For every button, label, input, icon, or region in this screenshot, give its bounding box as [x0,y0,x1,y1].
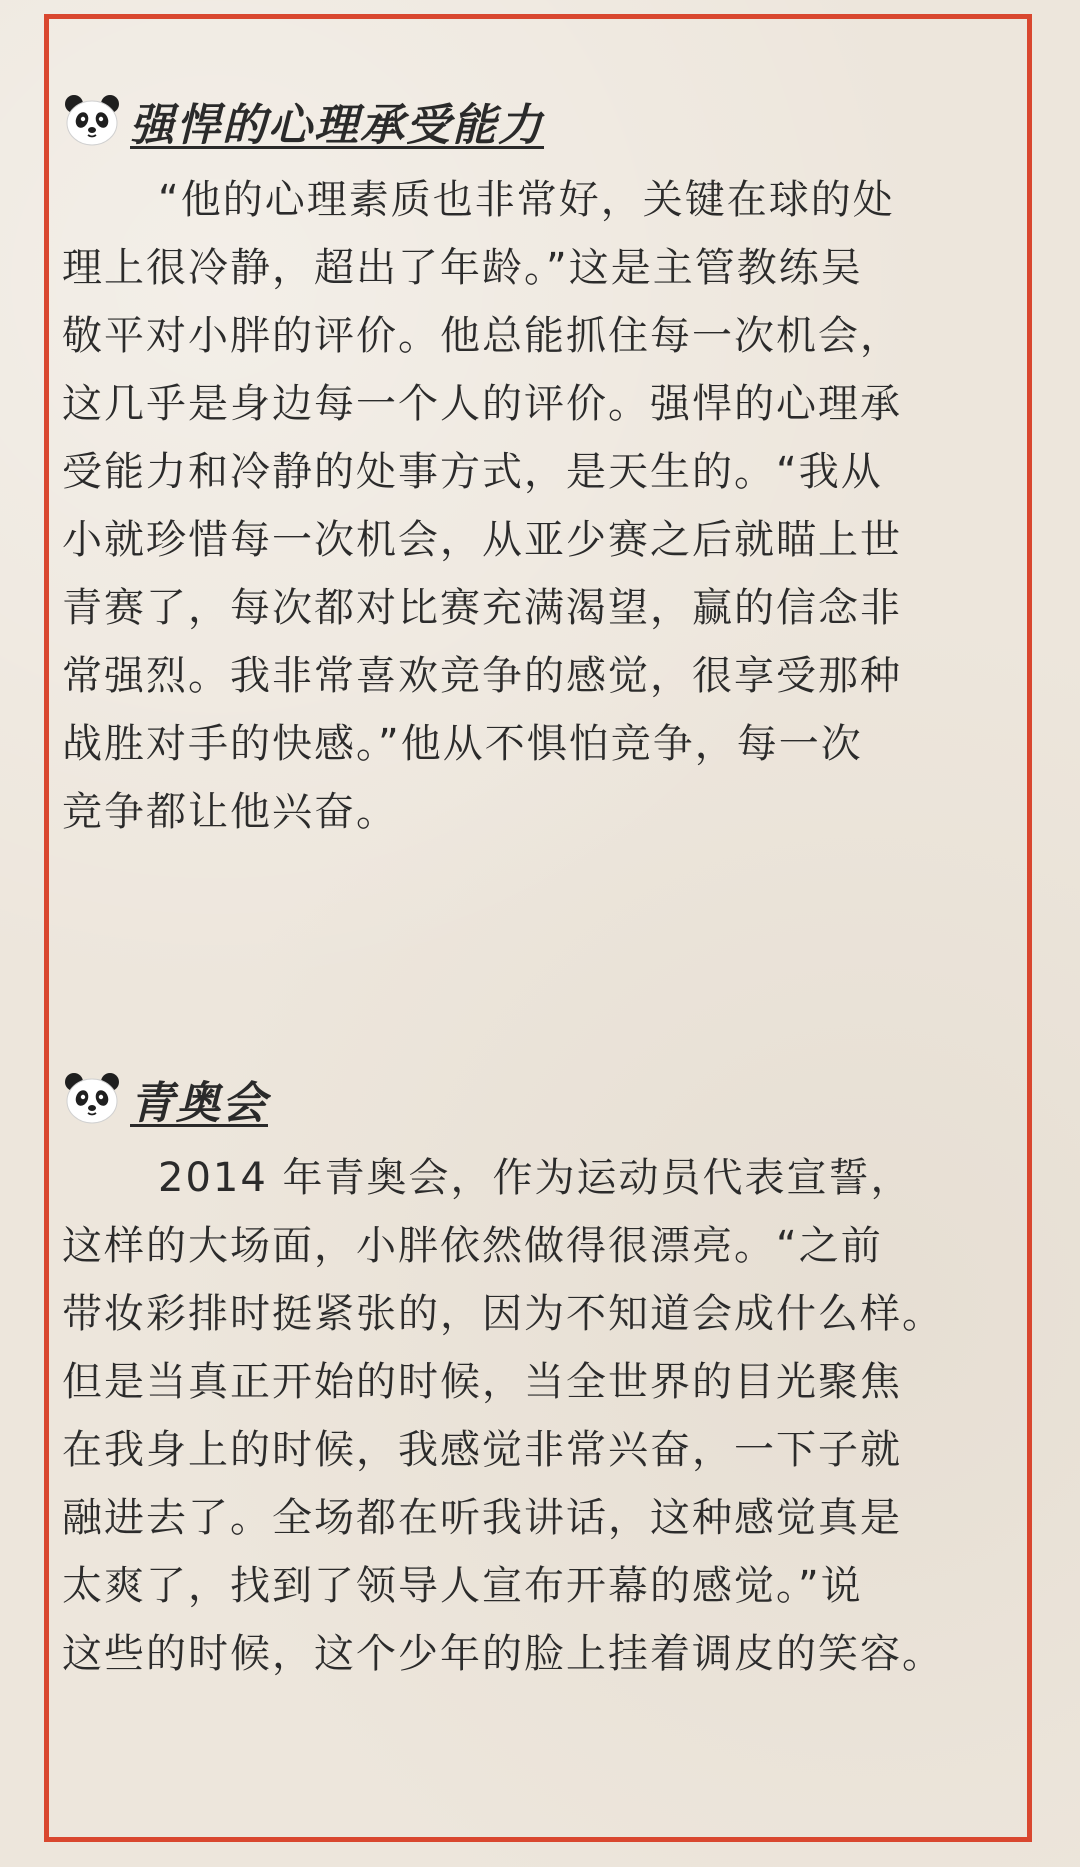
paragraph-line: 带妆彩排时挺紧张的，因为不知道会成什么样。 [62,1291,944,1337]
panda-icon [62,92,122,150]
paragraph-line: 这样的大场面，小胖依然做得很漂亮。“之前 [62,1223,883,1269]
section-paragraph [62,1144,1022,1688]
section-youth-olympics [62,1068,1022,1688]
paragraph-line: 2014 年青奥会，作为运动员代表宣誓， [158,1155,913,1201]
paragraph-line: 敬平对小胖的评价。他总能抓住每一次机会， [62,313,902,359]
section-title: 强悍的心理承受能力 [130,100,544,151]
section-heading [62,1068,1022,1130]
paragraph-line: 常强烈。我非常喜欢竞争的感觉，很享受那种 [62,653,902,699]
paragraph-line: 理上很冷静，超出了年龄。”这是主管教练吴 [62,245,863,291]
paragraph-line: 这几乎是身边每一个人的评价。强悍的心理承 [62,381,902,427]
paragraph-line: 战胜对手的快感。”他从不惧怕竞争，每一次 [62,721,863,767]
section-title: 青奥会 [130,1078,268,1129]
paragraph-line: 融进去了。全场都在听我讲话，这种感觉真是 [62,1495,902,1541]
paragraph-line: “他的心理素质也非常好，关键在球的处 [158,177,895,223]
paragraph-line: 青赛了，每次都对比赛充满渴望，赢的信念非 [62,585,902,631]
section-paragraph [62,166,1022,846]
panda-icon [62,1070,122,1128]
section-heading [62,90,1022,152]
paragraph-line: 这些的时候，这个少年的脸上挂着调皮的笑容。 [62,1631,944,1677]
section-mental-strength [62,90,1022,846]
paragraph-line: 太爽了，找到了领导人宣布开幕的感觉。”说 [62,1563,863,1609]
paragraph-line: 竞争都让他兴奋。 [62,789,398,835]
paragraph-line: 在我身上的时候，我感觉非常兴奋，一下子就 [62,1427,902,1473]
paragraph-line: 小就珍惜每一次机会，从亚少赛之后就瞄上世 [62,517,902,563]
paragraph-line: 受能力和冷静的处事方式，是天生的。“我从 [62,449,883,495]
paragraph-line: 但是当真正开始的时候，当全世界的目光聚焦 [62,1359,902,1405]
